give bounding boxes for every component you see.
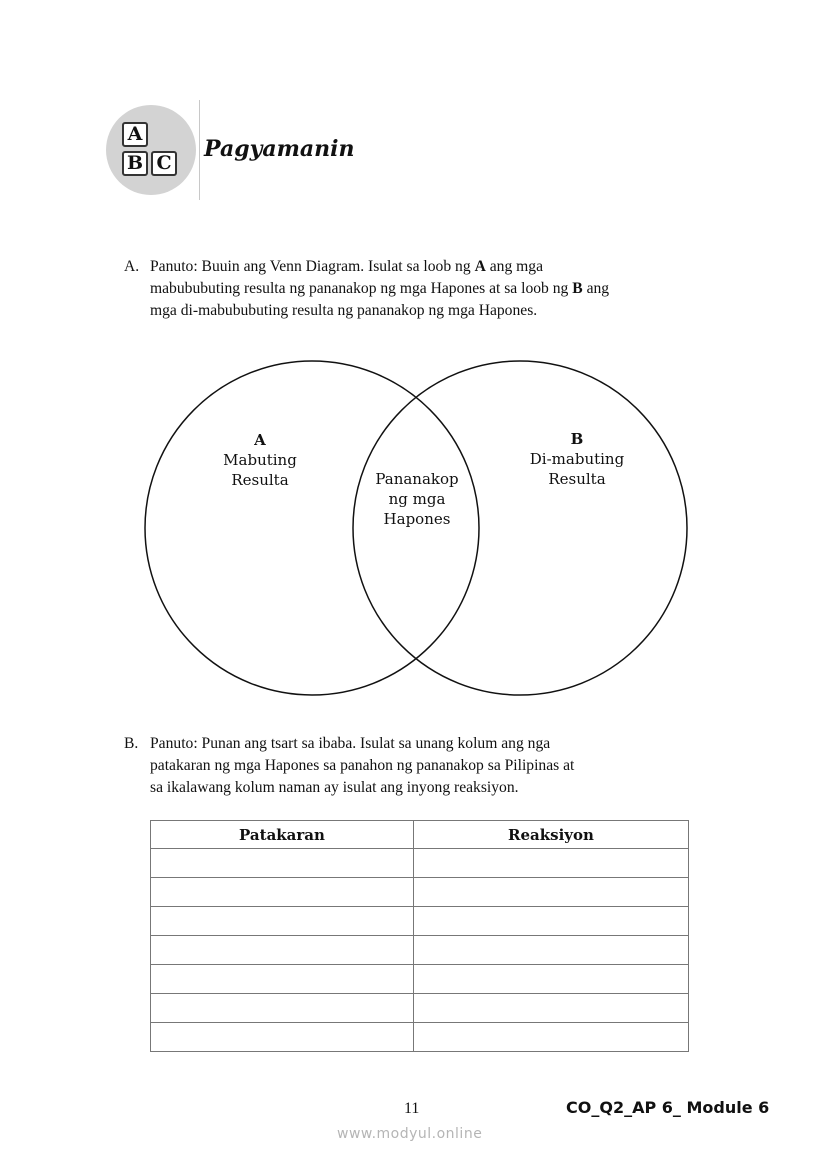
table-row: [151, 1023, 689, 1052]
patakaran-cell[interactable]: [151, 907, 414, 936]
table-row: [151, 907, 689, 936]
table-row: [151, 878, 689, 907]
patakaran-cell[interactable]: [151, 936, 414, 965]
table-row: [151, 965, 689, 994]
block-c-icon: C: [151, 151, 177, 176]
reaksiyon-cell[interactable]: [414, 907, 689, 936]
instruction-b: B. Panuto: Punan ang tsart sa ibaba. Isulat sa unang kolum ang nga patakaran ng mga Hapones sa panahon ng pananakop sa Pilipinas at sa ikalawang kolum naman ay isulat ang inyong reaksiyon.: [124, 735, 575, 796]
item-label-b: B.: [124, 735, 139, 752]
patakaran-cell[interactable]: [151, 994, 414, 1023]
patakaran-cell[interactable]: [151, 1023, 414, 1052]
module-code: CO_Q2_AP 6_ Module 6: [566, 1098, 770, 1117]
table-row: [151, 994, 689, 1023]
venn-label-center: Pananakop ng mga Hapones: [375, 470, 459, 528]
reaksiyon-cell[interactable]: [414, 849, 689, 878]
item-label-a: A.: [124, 258, 140, 275]
venn-label-b: B Di-mabuting Resulta: [529, 430, 625, 488]
reaksiyon-cell[interactable]: [414, 878, 689, 907]
header-patakaran: Patakaran: [151, 821, 414, 849]
patakaran-reaksiyon-table: [150, 820, 689, 1052]
table-row: [151, 936, 689, 965]
watermark: www.modyul.online: [337, 1126, 483, 1142]
table-row: [151, 849, 689, 878]
block-b-icon: B: [122, 151, 148, 176]
patakaran-cell[interactable]: [151, 965, 414, 994]
table-header-row: [151, 821, 689, 849]
reaksiyon-cell[interactable]: [414, 1023, 689, 1052]
patakaran-cell[interactable]: [151, 849, 414, 878]
reaksiyon-cell[interactable]: [414, 994, 689, 1023]
reaksiyon-cell[interactable]: [414, 936, 689, 965]
block-a-icon: A: [122, 122, 148, 147]
reaksiyon-cell[interactable]: [414, 965, 689, 994]
header-reaksiyon: Reaksiyon: [414, 821, 689, 849]
instruction-a: A. Panuto: Buuin ang Venn Diagram. Isulat sa loob ng A ang mga mabububuting resulta ng pananakop ng mga Hapones at sa loob ng B ang mga di-mabububuting resulta ng pananakop ng mga Hapones.: [124, 258, 610, 319]
patakaran-cell[interactable]: [151, 878, 414, 907]
section-title: Pagyamanin: [204, 136, 355, 162]
venn-label-a: A Mabuting Resulta: [223, 431, 297, 489]
page-number: 11: [404, 1100, 420, 1117]
